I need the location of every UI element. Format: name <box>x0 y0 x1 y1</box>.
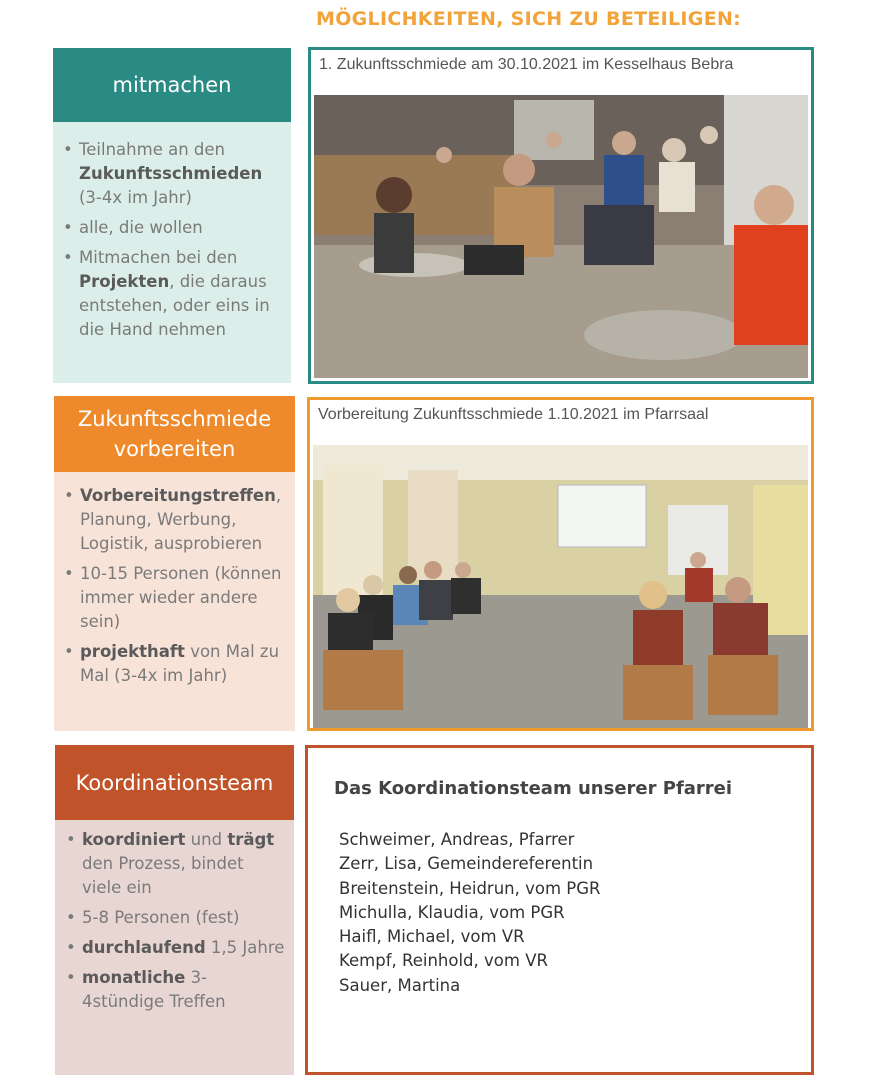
bullet-list <box>60 138 284 348</box>
list-item: Zerr, Lisa, Gemeindereferentin <box>339 854 594 874</box>
bullet-list <box>61 484 289 694</box>
koordinationsteam-box <box>305 745 814 1075</box>
list-item: Schweimer, Andreas, Pfarrer <box>339 830 575 849</box>
list-item: • monatliche 3-4stündige Treffen <box>63 966 288 1014</box>
list-item: Breitenstein, Heidrun, vom PGR <box>339 878 601 898</box>
list-item: • Teilnahme an den Zukunftsschmieden (3-4x im Jahr) <box>60 138 284 210</box>
list-item: Michulla, Klaudia, vom PGR <box>339 902 565 922</box>
section-header-mitmachen <box>53 48 291 122</box>
section-card-koordinationsteam <box>55 820 294 1075</box>
list-item: Haifl, Michael, vom VR <box>339 927 525 947</box>
section-card-mitmachen <box>53 122 291 383</box>
section-card-vorbereiten <box>54 472 295 731</box>
list-item: • 10-15 Personen (können immer wieder andere sein) <box>61 562 289 634</box>
page-title: MÖGLICHKEITEN, SICH ZU BETEILIGEN: <box>316 8 742 30</box>
photo-caption: 1. Zukunftsschmiede am 30.10.2021 im Kesselhaus Bebra <box>319 56 734 73</box>
section-header-label: Zukunftsschmiede vorbereiten <box>77 407 272 461</box>
list-item: • durchlaufend 1,5 Jahre <box>63 936 288 960</box>
photo-frame-zukunftsschmiede <box>308 47 814 384</box>
member-list <box>339 828 601 998</box>
list-item: Sauer, Martina <box>339 975 461 995</box>
section-header-vorbereiten <box>54 396 295 472</box>
section-header-label: Koordinationsteam <box>75 770 274 795</box>
koordinationsteam-title: Das Koordinationsteam unserer Pfarrei <box>334 778 733 799</box>
photo-caption: Vorbereitung Zukunftsschmiede 1.10.2021 im Pfarrsaal <box>318 406 709 423</box>
list-item: Kempf, Reinhold, vom VR <box>339 951 548 971</box>
list-item: • 5-8 Personen (fest) <box>63 906 288 930</box>
list-item: • Mitmachen bei den Projekten, die daraus entstehen, oder eins in die Hand nehmen <box>60 246 284 342</box>
bullet-list <box>63 828 288 1020</box>
presentation-photo-icon <box>313 445 808 728</box>
meeting-photo-icon <box>314 95 808 378</box>
list-item: • projekthaft von Mal zu Mal (3-4x im Jahr) <box>61 640 289 688</box>
section-header-label: mitmachen <box>112 73 232 97</box>
list-item: • alle, die wollen <box>60 216 284 240</box>
section-header-koordinationsteam <box>55 745 294 820</box>
list-item: • Vorbereitungstreffen, Planung, Werbung, Logistik, ausprobieren <box>61 484 289 556</box>
list-item: • koordiniert und trägt den Prozess, bindet viele ein <box>63 828 288 900</box>
photo-frame-vorbereitung <box>307 397 814 731</box>
